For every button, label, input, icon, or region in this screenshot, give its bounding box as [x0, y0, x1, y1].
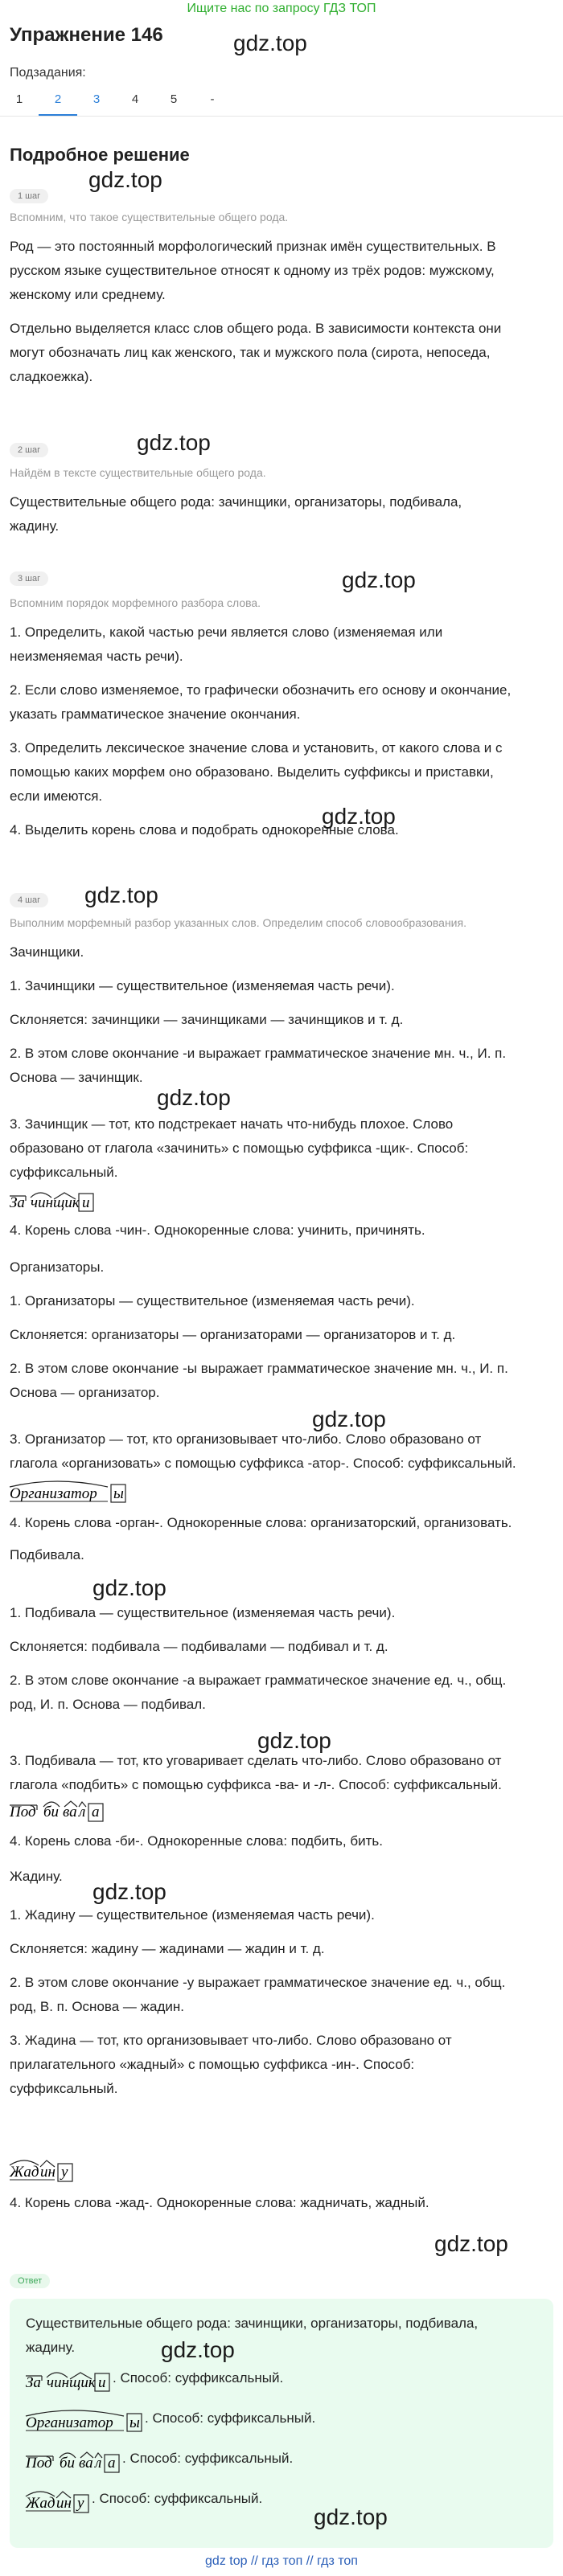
morph-diagram [24, 2366, 121, 2394]
answer-method-2: . Способ: суффиксальный. [145, 2410, 316, 2426]
word-3-root: 4. Корень слова -би-. Однокоренные слова: подбить, бить. [10, 1833, 383, 1849]
svg-text:ин: ин [40, 2164, 55, 2181]
answer-method-1: . Способ: суффиксальный. [113, 2370, 284, 2386]
svg-text:би: би [60, 2455, 76, 2472]
watermark: gdz.top [434, 2231, 508, 2256]
watermark: gdz.top [92, 1575, 166, 1600]
watermark: gdz.top [233, 31, 307, 55]
svg-text:За: За [10, 1194, 25, 1211]
morph-diagram [8, 1794, 137, 1823]
step-1-hint: Вспомним, что такое существительные общего рода. [10, 211, 289, 223]
watermark: gdz.top [257, 1728, 331, 1753]
word-1-root: 4. Корень слова -чин-. Однокоренные слова: учинить, причинять. [10, 1222, 425, 1238]
morph-diagram [8, 1186, 129, 1214]
subtask-tab[interactable]: 1 [15, 92, 23, 106]
watermark: gdz.top [92, 1879, 166, 1904]
svg-text:Жад: Жад [10, 2164, 39, 2181]
morph-zachinshik [8, 1186, 129, 1218]
answer-morph-1 [24, 2366, 121, 2398]
solution-title: Подробное решение [10, 145, 190, 165]
watermark: gdz.top [322, 804, 396, 829]
word-1-derivation: 3. Зачинщик — тот, кто подстрекает начать что-нибудь плохое. Слово образовано от глагола «зачинить» с помощью суффикса -щик-. Способ: суффиксальный. [10, 1116, 469, 1180]
svg-text:ин: ин [56, 2495, 72, 2512]
svg-text:ва: ва [63, 1804, 77, 1820]
step-4-hint: Выполним морфемный разбор указанных слов. Определим способ словообразования. [10, 916, 466, 929]
subtask-tab[interactable]: 3 [92, 92, 101, 106]
footer-links[interactable]: gdz top // гдз топ // гдз топ [205, 2554, 358, 2568]
watermark: gdz.top [342, 567, 416, 592]
word-3-derivation: 3. Подбивала — тот, кто уговаривает сделать что-либо. Слово образовано от глагола «подбить» с помощью суффикса -ва- и -л-. Способ: суффиксальный. [10, 1753, 502, 1792]
svg-text:л: л [95, 2455, 102, 2472]
svg-text:а: а [92, 1804, 100, 1820]
subtask-tab[interactable]: - [210, 92, 215, 106]
svg-text:у: у [77, 2495, 84, 2512]
watermark: gdz.top [157, 1085, 231, 1110]
svg-text:ы: ы [113, 1485, 124, 1502]
step-3-badge: 3 шаг [10, 569, 48, 586]
svg-text:Организатор: Организатор [10, 1485, 97, 1502]
step-1-badge: 1 шаг [10, 186, 48, 203]
watermark: gdz.top [137, 430, 211, 455]
step-3-hint: Вспомним порядок морфемного разбора слова. [10, 596, 261, 609]
word-1-block: Зачинщики. 1. Зачинщики — существительное (изменяемая часть речи). Склоняется: зачинщики — зачинщиками — зачинщиков и т. д. 2. В этом слове окончание -и выражает грамматическое значение мн. ч., И. п. Основа — зачинщик. [10, 944, 507, 1085]
word-2-derivation: 3. Организатор — тот, кто организовывает что-либо. Слово образовано от глагола «организовать» с помощью суффикса -атор-. Способ: суффиксальный. [10, 1431, 516, 1471]
watermark: gdz.top [161, 2337, 235, 2362]
morph-diagram [24, 2405, 153, 2434]
word-3-block: Подбивала. 1. Подбивала — существительное (изменяемая часть речи). Склоняется: подбивала — подбивалами — подбивал и т. д. 2. В этом слове окончание -а выражает грамматическое значение ед. ч., общ. род, И. п. Основа — подбивал. [10, 1547, 507, 1712]
svg-text:щик: щик [69, 2374, 96, 2391]
subtask-tab[interactable]: 4 [131, 92, 139, 106]
morph-podbivala [8, 1794, 137, 1827]
word-2-block: Организаторы. 1. Организаторы — существительное (изменяемая часть речи). Склоняется: организаторы — организаторами — организаторов и т. д. 2. В этом слове окончание -ы выражает грамматическое значение мн. ч., И. п. Основа — организатор. [10, 1259, 508, 1400]
step-2-hint: Найдём в тексте существительные общего рода. [10, 466, 266, 479]
step-4-badge: 4 шаг [10, 891, 48, 907]
step-2-text: Существительные общего рода: зачинщики, организаторы, подбивала, жадину. [10, 494, 462, 534]
step-2-badge: 2 шаг [10, 440, 48, 457]
svg-text:би: би [43, 1804, 60, 1820]
subtasks-label: Подзадания: [10, 66, 86, 80]
step-3-text: 1. Определить, какой частью речи является слово (изменяемая или неизменяемая часть речи). 2. Если слово изменяемое, то графически обозначить его основу и окончание, указать грамматическое значение окончания. 3. Определить лексическое значение слова и установить, от какого слова и с помощью каких морфем оно образовано. Выделить суффиксы и приставки, если имеются. 4. Выделить корень слова и подобрать однокоренные слова. [10, 625, 512, 838]
morph-zhadin [8, 2154, 105, 2187]
morph-diagram [8, 2154, 105, 2183]
page-title: Упражнение 146 [10, 24, 163, 46]
subtask-tab-active[interactable]: 2 [39, 84, 77, 116]
answer-method-3: . Способ: суффиксальный. [122, 2451, 294, 2466]
watermark: gdz.top [88, 167, 162, 192]
svg-text:ва: ва [79, 2455, 93, 2472]
svg-text:Под: Под [26, 2455, 52, 2472]
word-4-root: 4. Корень слова -жад-. Однокоренные слова: жадничать, жадный. [10, 2195, 429, 2210]
answer-morph-2 [24, 2405, 153, 2438]
word-4-analysis: 1. Жадину — существительное (изменяемая часть речи). Склоняется: жадину — жадинами — жадин и т. д. 2. В этом слове окончание -у выражает грамматическое значение ед. ч., общ. род, В. п. Основа — жадин. 3. Жадина — тот, кто организовывает что-либо. Слово образовано от прилагательного «жадный» с помощью суффикса -ин-. Способ: суффиксальный. [10, 1907, 506, 2096]
svg-text:Под: Под [10, 1804, 36, 1820]
svg-text:и: и [98, 2374, 106, 2391]
word-2-root: 4. Корень слова -орган-. Однокоренные слова: организаторский, организовать. [10, 1515, 512, 1530]
svg-text:а: а [108, 2455, 116, 2472]
svg-text:л: л [79, 1804, 86, 1820]
svg-text:щик: щик [53, 1194, 80, 1211]
svg-text:За: За [26, 2374, 41, 2391]
word-4-block: Жадину. [10, 1869, 63, 1884]
subtasks-tabs [0, 84, 563, 117]
step-1-text: Род — это постоянный морфологический признак имён существительных. В русском языке существительное относят к одному из трёх родов: мужскому, женскому или среднему. Отдельно выделяется класс слов общего рода. В зависимости контекста они могут обозначать лиц как женского, так и мужского пола (сирота, непоседа, сладкоежка). [10, 239, 502, 384]
morph-diagram [8, 1476, 145, 1505]
answer-badge: Ответ [10, 2271, 50, 2288]
svg-text:чин: чин [31, 1194, 53, 1211]
watermark: gdz.top [314, 2504, 388, 2529]
watermark: gdz.top [84, 883, 158, 907]
answer-morph-3 [24, 2445, 129, 2478]
answer-text: Существительные общего рода: зачинщики, организаторы, подбивала, жадину. [26, 2316, 479, 2355]
svg-text:и: и [82, 1194, 90, 1211]
subtask-tab[interactable]: 5 [170, 92, 178, 106]
svg-text:чин: чин [47, 2374, 69, 2391]
morph-diagram [24, 2445, 129, 2474]
svg-text:Организатор: Организатор [26, 2414, 113, 2431]
svg-text:Жад: Жад [26, 2495, 55, 2512]
answer-method-4: . Способ: суффиксальный. [92, 2491, 263, 2506]
top-banner[interactable]: Ищите нас по запросу ГДЗ ТОП [187, 2, 376, 15]
svg-text:у: у [61, 2164, 68, 2181]
watermark: gdz.top [312, 1407, 386, 1431]
morph-organizator [8, 1476, 145, 1509]
svg-text:ы: ы [129, 2414, 140, 2431]
